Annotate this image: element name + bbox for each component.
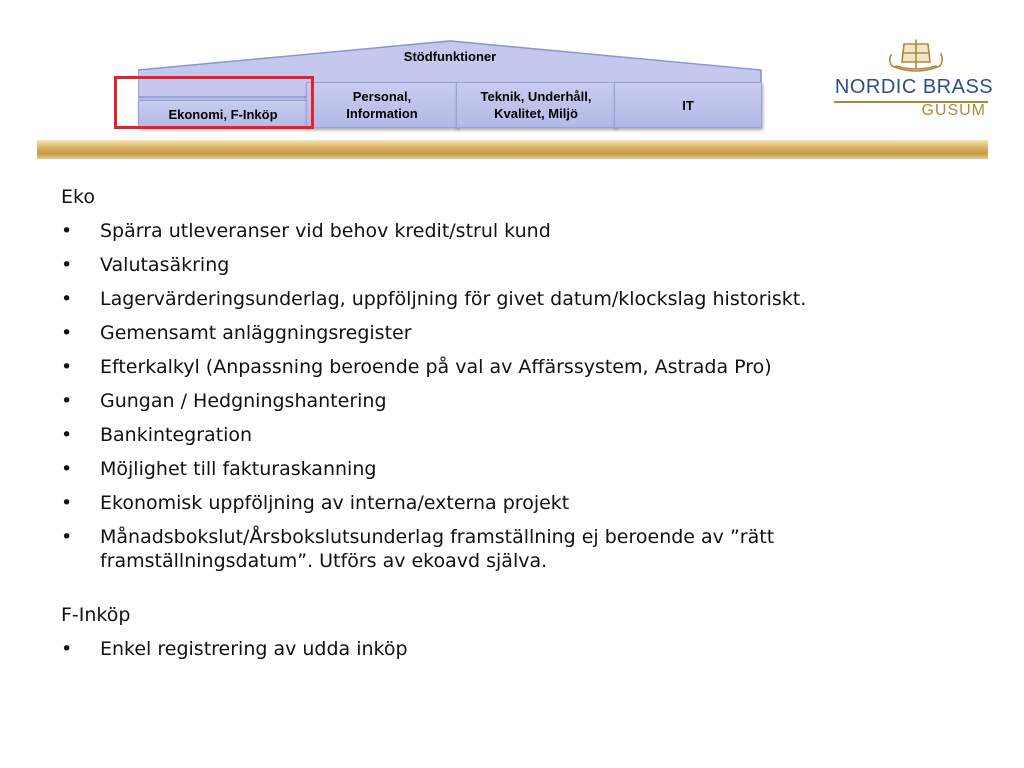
- list-item: [61, 287, 961, 311]
- list-item: [61, 219, 961, 243]
- list-item-text: Gungan / Hedgningshantering: [100, 390, 387, 412]
- list-item: [61, 355, 961, 379]
- list-item: [61, 457, 961, 481]
- pillar-teknik: [456, 82, 616, 128]
- pillar-personal-label-line2: Information: [346, 106, 418, 121]
- pillar-personal: [306, 82, 458, 128]
- roof-title: Stödfunktioner: [403, 49, 497, 64]
- pillar-it-label: IT: [682, 97, 694, 113]
- nordic-brass-logo: [834, 36, 994, 126]
- bullet-icon: •: [61, 458, 73, 480]
- bullet-icon: •: [61, 322, 73, 344]
- bullet-icon: •: [61, 526, 73, 548]
- list-item: [61, 253, 961, 277]
- list-item: [61, 321, 961, 345]
- list-item-text: Gemensamt anläggningsregister: [100, 322, 412, 344]
- eko-bullet-list: [61, 219, 961, 573]
- finkop-bullet-list: [61, 637, 961, 661]
- list-item: [61, 525, 961, 573]
- logo-brand-text: NORDIC BRASS: [834, 76, 994, 98]
- list-item: [61, 491, 961, 515]
- bullet-icon: •: [61, 492, 73, 514]
- slide-content: [61, 185, 961, 671]
- support-functions-diagram: [0, 0, 780, 140]
- viking-ship-icon: [886, 36, 946, 78]
- list-item-text: Lagervärderingsunderlag, uppföljning för givet datum/klockslag historiskt.: [100, 288, 807, 310]
- list-item-text: Möjlighet till fakturaskanning: [100, 458, 377, 480]
- highlight-box: [114, 76, 314, 129]
- list-item: [61, 423, 961, 447]
- pillar-teknik-label-line2: Kvalitet, Miljö: [494, 106, 578, 121]
- bullet-icon: •: [61, 638, 73, 660]
- bullet-icon: •: [61, 288, 73, 310]
- section-gap: [61, 583, 961, 603]
- bullet-icon: •: [61, 220, 73, 242]
- pillar-ekonomi-label: Ekonomi, F-Inköp: [168, 106, 278, 122]
- list-item-text: Månadsbokslut/Årsbokslutsunderlag framställning ej beroende av ”rätt framställningsdatum”. Utförs av ekoavd själva.: [100, 526, 775, 572]
- bullet-icon: •: [61, 390, 73, 412]
- list-item: [61, 637, 961, 661]
- section-title-eko: Eko: [61, 186, 95, 208]
- gold-divider-band: [37, 140, 988, 159]
- bullet-icon: •: [61, 356, 73, 378]
- logo-sub-text: GUSUM: [921, 102, 986, 119]
- list-item: [61, 389, 961, 413]
- list-item-text: Enkel registrering av udda inköp: [100, 638, 408, 660]
- list-item-text: Ekonomisk uppföljning av interna/externa projekt: [100, 492, 570, 514]
- pillar-it: [614, 82, 762, 128]
- pillar-teknik-label-line1: Teknik, Underhåll,: [480, 89, 592, 104]
- list-item-text: Bankintegration: [100, 424, 253, 446]
- bullet-icon: •: [61, 254, 73, 276]
- list-item-text: Valutasäkring: [100, 254, 230, 276]
- list-item-text: Spärra utleveranser vid behov kredit/strul kund: [100, 220, 551, 242]
- section-title-finkop: F-Inköp: [61, 604, 131, 626]
- list-item-text: Efterkalkyl (Anpassning beroende på val av Affärssystem, Astrada Pro): [100, 356, 772, 378]
- bullet-icon: •: [61, 424, 73, 446]
- pillar-personal-label-line1: Personal,: [352, 89, 412, 104]
